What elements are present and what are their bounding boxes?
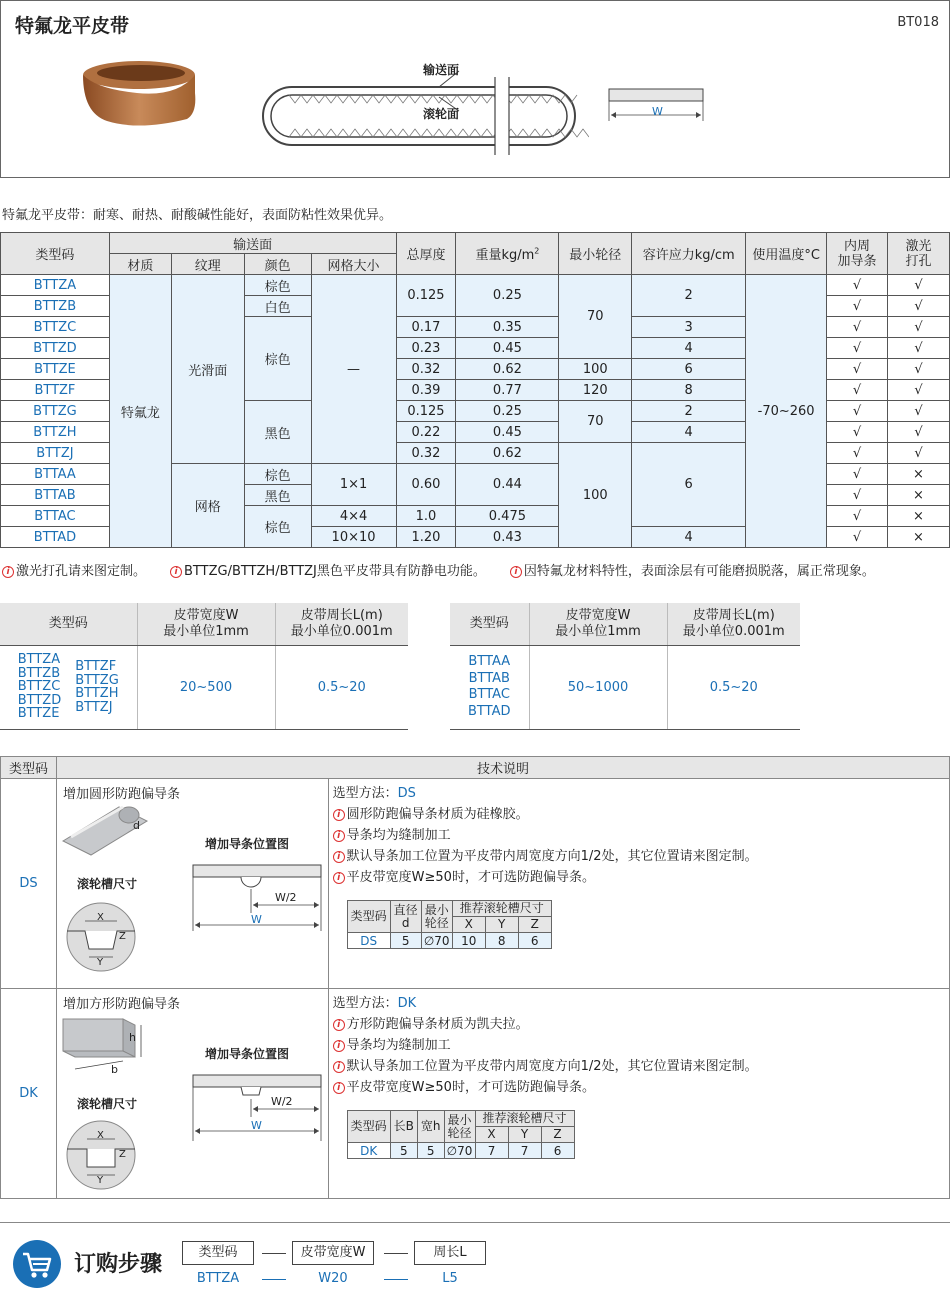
mini-pulley: ∅70 — [444, 1143, 475, 1159]
stress-cell: 4 — [632, 338, 746, 359]
mini-z: 6 — [541, 1143, 574, 1159]
mini-d: 5 — [390, 933, 421, 949]
dk-w2-label: W/2 — [270, 1095, 293, 1108]
dk-x-label: X — [96, 1130, 104, 1141]
product-description: 特氟龙平皮带：耐寒、耐热、耐酸碱性能好，表面防粘性效果优异。 — [2, 208, 393, 223]
stress-cell: 6 — [632, 443, 746, 527]
color-cell: 白色 — [244, 296, 311, 317]
order-dash — [262, 1279, 286, 1280]
stress-cell: 4 — [632, 422, 746, 443]
tech-code: DS — [1, 779, 57, 989]
ds-method: 选型方法：DS — [332, 786, 416, 801]
tech-row-ds — [1, 779, 950, 989]
sel-col-length: 皮带周长L(m) 最小单位0.001m — [667, 603, 800, 645]
mini-code: DK — [347, 1143, 390, 1159]
ds-mini-table — [347, 900, 552, 949]
col-thickness: 总厚度 — [396, 233, 456, 275]
mini-y: 8 — [485, 933, 518, 949]
ds-note: i 导条均为缝制加工 — [333, 825, 758, 846]
weight-cell: 0.25 — [456, 401, 559, 422]
ds-figure-cell — [56, 779, 328, 989]
mini-col-y: Y — [485, 917, 518, 933]
guide-cell: √ — [827, 317, 888, 338]
mini-z: 6 — [518, 933, 551, 949]
type-code: BTTZJ — [1, 443, 110, 464]
mini-b: 5 — [390, 1143, 417, 1159]
weight-cell: 0.45 — [456, 338, 559, 359]
color-cell: 棕色 — [244, 275, 311, 296]
type-code: BTTZF — [1, 380, 110, 401]
ds-title: 增加圆形防跑偏导条 — [62, 787, 180, 802]
material-cell: 特氟龙 — [109, 275, 171, 548]
laser-cell: √ — [887, 275, 949, 296]
dk-note: i 平皮带宽度W≥50时，才可选防跑偏导条。 — [333, 1077, 758, 1098]
info-icon: i — [170, 566, 182, 578]
tech-row-dk — [1, 989, 950, 1199]
laser-cell: √ — [887, 359, 949, 380]
mini-col-z: Z — [518, 917, 551, 933]
sel-code: BTTZH — [75, 686, 119, 702]
guide-cell: √ — [827, 380, 888, 401]
weight-cell: 0.35 — [456, 317, 559, 338]
temp-cell: -70~260 — [746, 275, 827, 548]
ds-x-label: X — [96, 912, 104, 923]
col-laser: 激光 打孔 — [887, 233, 949, 275]
sel-code: BTTZD — [17, 692, 62, 708]
weight-cell: 0.44 — [456, 464, 559, 506]
col-weight: 重量$kg/m^2$ — [456, 233, 559, 275]
thickness-cell: 0.22 — [396, 422, 456, 443]
mini-col-d: 直径 d — [390, 901, 421, 933]
info-icon: i — [333, 1082, 345, 1094]
guide-cell: √ — [827, 338, 888, 359]
notes — [2, 560, 875, 579]
pulley-cell: 70 — [559, 401, 632, 443]
sel-col-type: 类型码 — [450, 603, 529, 645]
info-icon: i — [333, 1061, 345, 1073]
guide-cell: √ — [827, 464, 888, 485]
stress-cell: 6 — [632, 359, 746, 380]
order-box-type: 类型码 — [182, 1241, 254, 1265]
sel-code: BTTAB — [468, 670, 510, 686]
mini-col-pulley: 最小 轮径 — [444, 1111, 475, 1143]
stress-cell: 3 — [632, 317, 746, 338]
col-mesh: 网格大小 — [311, 254, 396, 275]
type-code: BTTZE — [1, 359, 110, 380]
info-icon: i — [2, 566, 14, 578]
laser-cell: × — [887, 527, 949, 548]
product-code: BT018 — [897, 15, 939, 30]
dk-z-label: Z — [118, 1149, 126, 1160]
pulley-cell: 70 — [559, 275, 632, 359]
col-material: 材质 — [109, 254, 171, 275]
weight-cell: 0.77 — [456, 380, 559, 401]
note-item: i 因特氟龙材料特性，表面涂层有可能磨损脱落，属正常现象。 — [510, 560, 875, 579]
sel-length-value: 0.5~20 — [275, 645, 408, 729]
mini-h: 5 — [417, 1143, 444, 1159]
sel-codes-cell — [0, 645, 137, 729]
color-cell: 黑色 — [244, 401, 311, 464]
info-icon: i — [510, 566, 522, 578]
laser-cell: × — [887, 485, 949, 506]
selection-table-right — [450, 603, 800, 730]
pulley-cell: 100 — [559, 443, 632, 548]
laser-cell: √ — [887, 296, 949, 317]
dk-b-label: b — [110, 1063, 118, 1076]
weight-cell: 0.475 — [456, 506, 559, 527]
info-icon: i — [333, 872, 345, 884]
thickness-cell: 0.125 — [396, 401, 456, 422]
weight-cell: 0.62 — [456, 359, 559, 380]
texture-smooth-cell: 光滑面 — [171, 275, 244, 464]
mesh-cell: 4×4 — [311, 506, 396, 527]
mini-col-pulley: 最小 轮径 — [421, 901, 452, 933]
color-cell: 棕色 — [244, 506, 311, 548]
order-dash — [262, 1253, 286, 1254]
mini-x: 10 — [452, 933, 485, 949]
ds-note: i 平皮带宽度W≥50时，才可选防跑偏导条。 — [333, 867, 758, 888]
sel-length-value: 0.5~20 — [667, 645, 800, 729]
tech-table — [0, 756, 950, 1199]
sel-col-type: 类型码 — [0, 603, 137, 645]
square-guide-icon — [61, 1011, 151, 1081]
selection-table-left — [0, 603, 408, 730]
ds-z-label: Z — [118, 931, 126, 942]
ds-w-label: W — [250, 913, 262, 926]
laser-cell: × — [887, 506, 949, 527]
info-icon: i — [333, 1040, 345, 1052]
info-icon: i — [333, 851, 345, 863]
sel-code: BTTZC — [17, 679, 61, 695]
col-type: 类型码 — [1, 233, 110, 275]
dk-title: 增加方形防跑偏导条 — [62, 997, 180, 1012]
sel-width-value: 50~1000 — [529, 645, 667, 729]
thickness-cell: 0.32 — [396, 359, 456, 380]
diagram-top-label: 输送面 — [423, 63, 460, 77]
type-code: BTTAB — [1, 485, 110, 506]
mesh-none-cell: — — [311, 275, 396, 464]
order-dash — [384, 1279, 408, 1280]
mesh-cell: 10×10 — [311, 527, 396, 548]
laser-cell: √ — [887, 317, 949, 338]
thickness-cell: 1.0 — [396, 506, 456, 527]
order-dash — [384, 1253, 408, 1254]
info-icon: i — [333, 1019, 345, 1031]
ds-y-label: Y — [96, 957, 104, 968]
dk-groove-label: 滚轮槽尺寸 — [76, 1097, 137, 1111]
dk-desc-cell — [328, 989, 949, 1199]
order-value-length: L5 — [442, 1271, 458, 1286]
type-code: BTTZG — [1, 401, 110, 422]
ds-groove-label: 滚轮槽尺寸 — [76, 877, 137, 891]
sel-code: BTTAD — [468, 703, 511, 719]
order-label: 订购步骤 — [74, 1252, 163, 1277]
guide-cell: √ — [827, 506, 888, 527]
weight-cell: 0.43 — [456, 527, 559, 548]
mini-col-type: 类型码 — [347, 1111, 390, 1143]
mini-col-z: Z — [541, 1127, 574, 1143]
dk-note: i 默认导条加工位置为平皮带内周宽度方向1/2处，其它位置请来图定制。 — [333, 1056, 758, 1077]
col-color: 颜色 — [244, 254, 311, 275]
dk-method: 选型方法：DK — [332, 996, 417, 1011]
dk-y-label: Y — [96, 1175, 104, 1186]
mini-col-y: Y — [508, 1127, 541, 1143]
mini-y: 7 — [508, 1143, 541, 1159]
thickness-cell: 1.20 — [396, 527, 456, 548]
type-code: BTTZA — [1, 275, 110, 296]
ds-desc-cell — [328, 779, 949, 989]
sel-code: BTTZE — [17, 706, 60, 722]
laser-cell: √ — [887, 401, 949, 422]
dk-w-label: W — [250, 1119, 262, 1132]
mini-col-groove: 推荐滚轮槽尺寸 — [452, 901, 551, 917]
sel-col-length: 皮带周长L(m) 最小单位0.001m — [275, 603, 408, 645]
weight-cell: 0.62 — [456, 443, 559, 464]
ds-d-label: d — [132, 819, 140, 832]
laser-cell: √ — [887, 443, 949, 464]
color-cell: 棕色 — [244, 464, 311, 485]
thickness-cell: 0.23 — [396, 338, 456, 359]
sel-code: BTTAA — [468, 654, 511, 669]
stress-cell: 2 — [632, 401, 746, 422]
sel-code: BTTZG — [75, 672, 119, 688]
order-value-width: W20 — [318, 1271, 348, 1286]
laser-cell: √ — [887, 380, 949, 401]
mini-x: 7 — [475, 1143, 508, 1159]
laser-cell: √ — [887, 338, 949, 359]
mini-col-b: 长B — [390, 1111, 417, 1143]
sel-width-value: 20~500 — [137, 645, 275, 729]
col-stress: 容许应力kg/cm — [632, 233, 746, 275]
sel-codes-cell — [450, 645, 529, 729]
dk-figure-cell — [56, 989, 328, 1199]
weight-cell: 0.25 — [456, 275, 559, 317]
guide-cell: √ — [827, 296, 888, 317]
ds-note: i 圆形防跑偏导条材质为硅橡胶。 — [333, 804, 758, 825]
guide-cell: √ — [827, 359, 888, 380]
ds-note: i 默认导条加工位置为平皮带内周宽度方向1/2处，其它位置请来图定制。 — [333, 846, 758, 867]
sel-code: BTTZA — [17, 652, 61, 668]
tech-code: DK — [1, 989, 57, 1199]
sel-col-width: 皮带宽度W 最小单位1mm — [529, 603, 667, 645]
ds-w2-label: W/2 — [274, 891, 297, 904]
header-box — [0, 0, 950, 178]
note-item: i 激光打孔请来图定制。 — [2, 560, 146, 579]
col-guide: 内周 加导条 — [827, 233, 888, 275]
guide-cell: √ — [827, 485, 888, 506]
type-code: BTTAC — [1, 506, 110, 527]
order-box-width: 皮带宽度W — [292, 1241, 374, 1265]
diagram-bottom-label: 滚轮面 — [423, 107, 460, 121]
weight-cell: 0.45 — [456, 422, 559, 443]
col-texture: 纹理 — [171, 254, 244, 275]
laser-cell: × — [887, 464, 949, 485]
ds-pos-label: 增加导条位置图 — [204, 837, 289, 851]
pulley-cell: 120 — [559, 380, 632, 401]
page-title: 特氟龙平皮带 — [15, 15, 130, 37]
sel-code: BTTZB — [17, 665, 61, 681]
thickness-cell: 0.125 — [396, 275, 456, 317]
thickness-cell: 0.17 — [396, 317, 456, 338]
thickness-cell: 0.39 — [396, 380, 456, 401]
type-code: BTTZB — [1, 296, 110, 317]
type-code: BTTZH — [1, 422, 110, 443]
guide-cell: √ — [827, 443, 888, 464]
col-conveying: 输送面 — [109, 233, 396, 254]
table-row — [1, 275, 950, 296]
stress-cell: 4 — [632, 527, 746, 548]
width-w-label: W — [652, 105, 663, 118]
type-code: BTTAD — [1, 527, 110, 548]
mini-col-x: X — [452, 917, 485, 933]
type-code: BTTAA — [1, 464, 110, 485]
type-code: BTTZC — [1, 317, 110, 338]
dk-note: i 方形防跑偏导条材质为凯夫拉。 — [333, 1014, 758, 1035]
order-value-type: BTTZA — [196, 1271, 240, 1286]
info-icon: i — [333, 809, 345, 821]
texture-mesh-cell: 网格 — [171, 464, 244, 548]
guide-cell: √ — [827, 275, 888, 296]
mesh-cell: 1×1 — [311, 464, 396, 506]
spec-table — [0, 232, 950, 548]
sel-code: BTTAC — [468, 687, 510, 702]
tech-col-type: 类型码 — [1, 757, 57, 779]
guide-cell: √ — [827, 527, 888, 548]
sel-col-width: 皮带宽度W 最小单位1mm — [137, 603, 275, 645]
spec-header-row-1 — [1, 233, 950, 254]
dk-pos-label: 增加导条位置图 — [204, 1047, 289, 1061]
dk-mini-table — [347, 1110, 575, 1159]
mini-col-type: 类型码 — [347, 901, 390, 933]
order-box-length: 周长L — [414, 1241, 486, 1265]
stress-cell: 2 — [632, 275, 746, 317]
thickness-cell: 0.32 — [396, 443, 456, 464]
info-icon: i — [333, 830, 345, 842]
mini-col-x: X — [475, 1127, 508, 1143]
order-steps — [0, 1222, 950, 1304]
mini-pulley: ∅70 — [421, 933, 452, 949]
color-cell: 黑色 — [244, 485, 311, 506]
sel-code: BTTZF — [75, 659, 117, 675]
thickness-cell: 0.60 — [396, 464, 456, 506]
color-cell: 棕色 — [244, 317, 311, 401]
laser-cell: √ — [887, 422, 949, 443]
guide-cell: √ — [827, 401, 888, 422]
pulley-cell: 100 — [559, 359, 632, 380]
dk-note: i 导条均为缝制加工 — [333, 1035, 758, 1056]
stress-cell: 8 — [632, 380, 746, 401]
sel-code: BTTZJ — [75, 699, 113, 715]
belt-photo — [77, 53, 201, 133]
mini-col-groove: 推荐滚轮槽尺寸 — [475, 1111, 574, 1127]
type-code: BTTZD — [1, 338, 110, 359]
tech-col-desc: 技术说明 — [56, 757, 949, 779]
mini-col-h: 宽h — [417, 1111, 444, 1143]
guide-cell: √ — [827, 422, 888, 443]
cart-icon — [12, 1239, 62, 1289]
note-item: i BTTZG/BTTZH/BTTZJ黑色平皮带具有防静电功能。 — [170, 560, 486, 579]
mini-code: DS — [347, 933, 390, 949]
col-min-pulley: 最小轮径 — [559, 233, 632, 275]
dk-h-label: h — [128, 1031, 136, 1044]
col-temp: 使用温度°C — [746, 233, 827, 275]
